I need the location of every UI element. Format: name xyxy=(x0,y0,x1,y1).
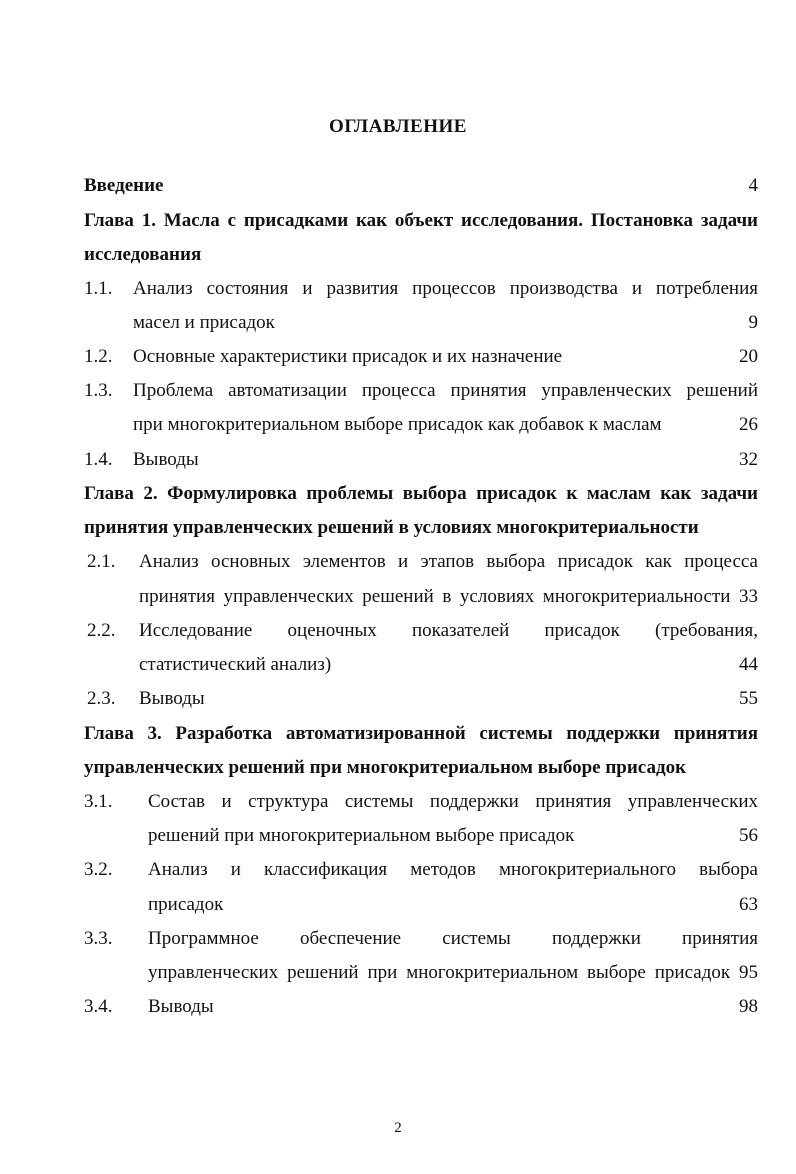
toc-page-number: 9 xyxy=(748,312,758,333)
toc-entry-number: 3.2. xyxy=(84,859,113,880)
toc-page-number: 20 xyxy=(739,346,758,367)
toc-entry-text: Основные характеристики присадок и их назначение xyxy=(133,346,563,367)
toc-entry-number: 2.2. xyxy=(87,620,116,641)
toc-entry-label: Введение xyxy=(84,175,164,196)
toc-entry-text: Состав и структура системы поддержки принятия управленческих xyxy=(148,791,758,812)
toc-page-number: 98 xyxy=(739,996,758,1017)
toc-entry-text-cont: при многокритериальном выборе присадок как добавок к маслам xyxy=(133,414,662,435)
toc-entry-text: Анализ и классификация методов многокритериального выбора xyxy=(148,859,758,880)
toc-entry-number: 1.1. xyxy=(84,278,113,299)
toc-page-number: 44 xyxy=(739,654,758,675)
toc-entry-text: Выводы xyxy=(148,996,214,1017)
toc-entry-text-cont: решений при многокритериальном выборе присадок xyxy=(148,825,575,846)
toc-page-number: 4 xyxy=(748,175,758,196)
toc-entry-text-cont: статистический анализ) xyxy=(139,654,332,675)
toc-page-number: 55 xyxy=(739,688,758,709)
toc-entry-text: Анализ состояния и развития процессов производства и потребления xyxy=(133,278,758,299)
toc-entry-text-cont: управленческих решений при многокритериальном выборе присадок 95 xyxy=(148,962,758,983)
toc-page-number: 26 xyxy=(739,414,758,435)
toc-entry-text: Выводы xyxy=(133,449,199,470)
page-title: ОГЛАВЛЕНИЕ xyxy=(329,116,467,137)
toc-entry-text: Программное обеспечение системы поддержки принятия xyxy=(148,928,758,949)
toc-entry-text-cont: масел и присадок xyxy=(133,312,275,333)
toc-entry-number: 2.1. xyxy=(87,551,116,572)
page-number: 2 xyxy=(394,1120,402,1136)
toc-entry-number: 1.4. xyxy=(84,449,113,470)
toc-entry-text: Исследование оценочных показателей присадок (требования, xyxy=(139,620,758,641)
toc-entry-number: 3.3. xyxy=(84,928,113,949)
toc-entry-text-cont: принятия управленческих решений в условиях многокритериальности 33 xyxy=(139,586,758,607)
toc-entry-number: 3.1. xyxy=(84,791,113,812)
toc-chapter-1-title[interactable]: Глава 1. Масла с присадками как объект исследования. Постановка задачи xyxy=(84,210,758,231)
toc-page-number: 32 xyxy=(739,449,758,470)
toc-entry-number: 2.3. xyxy=(87,688,116,709)
toc-page-number: 63 xyxy=(739,894,758,915)
toc-entry-number: 1.3. xyxy=(84,380,113,401)
toc-entry-number: 3.4. xyxy=(84,996,113,1017)
toc-entry-text: Выводы xyxy=(139,688,205,709)
toc-entry-text-cont: присадок xyxy=(148,894,224,915)
toc-chapter-1-title-cont: исследования xyxy=(84,244,202,265)
toc-chapter-2-title-cont: принятия управленческих решений в условиях многокритериальности xyxy=(84,517,699,538)
toc-page-number: 56 xyxy=(739,825,758,846)
toc-chapter-2-title[interactable]: Глава 2. Формулировка проблемы выбора присадок к маслам как задачи xyxy=(84,483,758,504)
toc-entry-text: Проблема автоматизации процесса принятия управленческих решений xyxy=(133,380,758,401)
toc-entry-number: 1.2. xyxy=(84,346,113,367)
toc-entry-text: Анализ основных элементов и этапов выбора присадок как процесса xyxy=(139,551,758,572)
toc-chapter-3-title[interactable]: Глава 3. Разработка автоматизированной системы поддержки принятия xyxy=(84,723,758,744)
toc-chapter-3-title-cont: управленческих решений при многокритериальном выборе присадок xyxy=(84,757,687,778)
toc-entry-intro[interactable] xyxy=(84,175,758,197)
